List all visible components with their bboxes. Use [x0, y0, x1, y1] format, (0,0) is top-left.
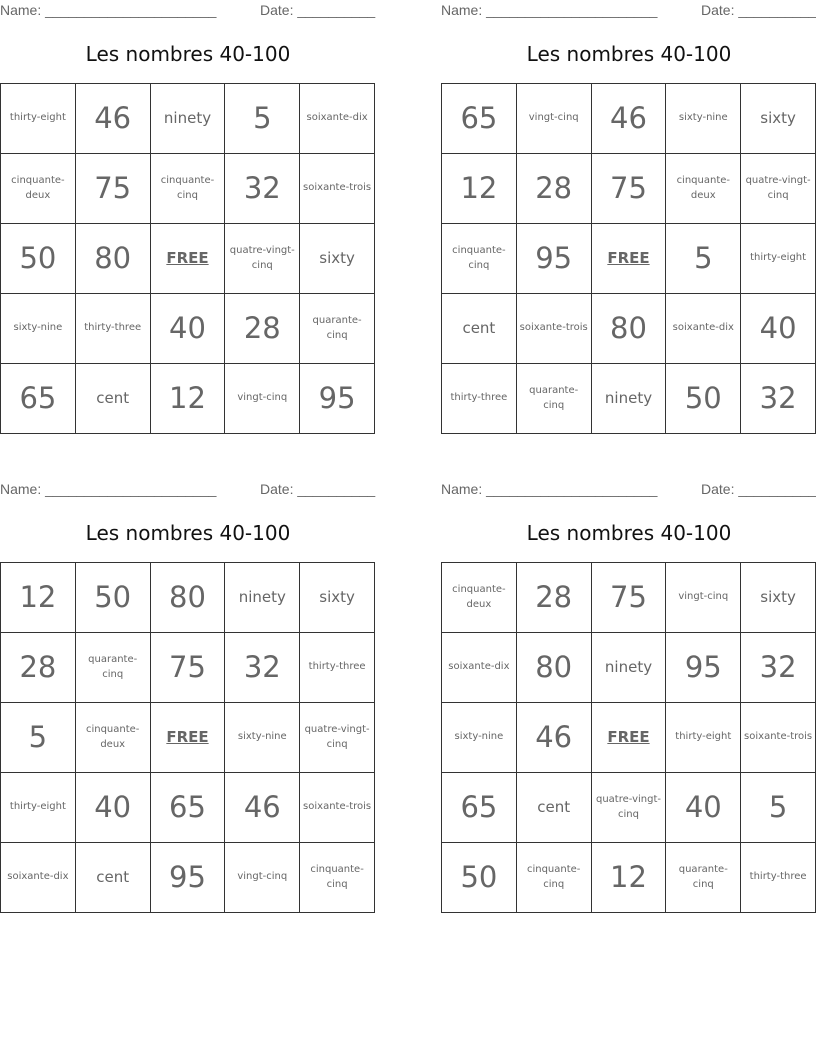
- bingo-cell[interactable]: 95: [151, 843, 226, 913]
- bingo-cell[interactable]: soixante-trois: [517, 294, 592, 364]
- bingo-cell[interactable]: cinquante-deux: [442, 563, 517, 633]
- bingo-cell[interactable]: quatre-vingt-cinq: [592, 773, 667, 843]
- bingo-cell[interactable]: 32: [741, 633, 816, 703]
- bingo-cell[interactable]: thirty-eight: [1, 84, 76, 154]
- bingo-cell[interactable]: thirty-eight: [741, 224, 816, 294]
- bingo-cell[interactable]: ninety: [592, 633, 667, 703]
- bingo-cell[interactable]: cinquante-cinq: [442, 224, 517, 294]
- bingo-cell[interactable]: quatre-vingt-cinq: [741, 154, 816, 224]
- bingo-cell[interactable]: quatre-vingt-cinq: [300, 703, 375, 773]
- bingo-cell[interactable]: ninety: [225, 563, 300, 633]
- bingo-cell[interactable]: 28: [1, 633, 76, 703]
- bingo-cell[interactable]: quarante-cinq: [666, 843, 741, 913]
- bingo-cell[interactable]: 28: [517, 563, 592, 633]
- bingo-cell[interactable]: 95: [666, 633, 741, 703]
- bingo-cell[interactable]: 46: [517, 703, 592, 773]
- bingo-cell[interactable]: cent: [517, 773, 592, 843]
- bingo-cell[interactable]: sixty: [300, 563, 375, 633]
- card-header: [0, 2, 376, 20]
- bingo-grid: [0, 562, 375, 913]
- bingo-cell[interactable]: thirty-eight: [1, 773, 76, 843]
- date-field[interactable]: Date: __________: [260, 481, 376, 497]
- bingo-cell[interactable]: soixante-dix: [300, 84, 375, 154]
- bingo-cell[interactable]: 5: [225, 84, 300, 154]
- card-title: Les nombres 40-100: [526, 521, 732, 545]
- card-title: Les nombres 40-100: [85, 521, 291, 545]
- date-field[interactable]: Date: __________: [701, 481, 816, 497]
- bingo-cell[interactable]: 50: [666, 364, 741, 434]
- bingo-cell[interactable]: quarante-cinq: [76, 633, 151, 703]
- card-title: Les nombres 40-100: [85, 42, 291, 66]
- bingo-cell[interactable]: 75: [592, 154, 667, 224]
- bingo-cell[interactable]: vingt-cinq: [666, 563, 741, 633]
- bingo-cell[interactable]: soixante-dix: [442, 633, 517, 703]
- bingo-cell[interactable]: cinquante-deux: [666, 154, 741, 224]
- name-field[interactable]: Name: ______________________: [0, 2, 217, 18]
- bingo-cell[interactable]: thirty-eight: [666, 703, 741, 773]
- bingo-cell[interactable]: 65: [151, 773, 226, 843]
- bingo-cell[interactable]: soixante-trois: [300, 773, 375, 843]
- bingo-cell[interactable]: 95: [300, 364, 375, 434]
- bingo-cell[interactable]: cinquante-deux: [76, 703, 151, 773]
- card-title: Les nombres 40-100: [526, 42, 732, 66]
- bingo-cell[interactable]: 40: [741, 294, 816, 364]
- bingo-grid: [441, 562, 816, 913]
- bingo-cell[interactable]: 40: [76, 773, 151, 843]
- bingo-cell[interactable]: sixty-nine: [225, 703, 300, 773]
- name-field[interactable]: Name: ______________________: [0, 481, 217, 497]
- bingo-cell[interactable]: 80: [151, 563, 226, 633]
- card-header: [0, 481, 376, 499]
- name-field[interactable]: Name: ______________________: [441, 2, 658, 18]
- bingo-cell[interactable]: 40: [151, 294, 226, 364]
- bingo-cell[interactable]: quatre-vingt-cinq: [225, 224, 300, 294]
- bingo-cell[interactable]: 32: [225, 633, 300, 703]
- name-field[interactable]: Name: ______________________: [441, 481, 658, 497]
- bingo-cell[interactable]: 32: [741, 364, 816, 434]
- bingo-cell[interactable]: quarante-cinq: [300, 294, 375, 364]
- bingo-cell[interactable]: 65: [442, 773, 517, 843]
- bingo-cell[interactable]: 5: [741, 773, 816, 843]
- bingo-cell[interactable]: soixante-trois: [300, 154, 375, 224]
- bingo-cell[interactable]: cinquante-cinq: [517, 843, 592, 913]
- bingo-cell[interactable]: 5: [1, 703, 76, 773]
- bingo-cell[interactable]: cinquante-deux: [1, 154, 76, 224]
- bingo-cell[interactable]: 65: [1, 364, 76, 434]
- bingo-cell[interactable]: sixty: [741, 563, 816, 633]
- card-header: [441, 481, 816, 499]
- bingo-cell[interactable]: soixante-trois: [741, 703, 816, 773]
- bingo-cell[interactable]: 46: [225, 773, 300, 843]
- bingo-cell[interactable]: thirty-three: [442, 364, 517, 434]
- bingo-cell[interactable]: 80: [76, 224, 151, 294]
- bingo-cell[interactable]: 28: [517, 154, 592, 224]
- bingo-cell[interactable]: thirty-three: [76, 294, 151, 364]
- bingo-cell[interactable]: 80: [517, 633, 592, 703]
- bingo-cell[interactable]: 50: [76, 563, 151, 633]
- bingo-cell[interactable]: ninety: [151, 84, 226, 154]
- bingo-cell[interactable]: 5: [666, 224, 741, 294]
- free-space-cell[interactable]: FREE: [592, 224, 667, 294]
- bingo-cell[interactable]: ninety: [592, 364, 667, 434]
- bingo-cell[interactable]: soixante-dix: [1, 843, 76, 913]
- bingo-cell[interactable]: 46: [592, 84, 667, 154]
- bingo-cell[interactable]: 12: [592, 843, 667, 913]
- bingo-cell[interactable]: thirty-three: [741, 843, 816, 913]
- bingo-cell[interactable]: sixty: [741, 84, 816, 154]
- bingo-cell[interactable]: sixty-nine: [666, 84, 741, 154]
- bingo-cell[interactable]: cent: [442, 294, 517, 364]
- bingo-cell[interactable]: cinquante-cinq: [151, 154, 226, 224]
- bingo-grid: [0, 83, 375, 434]
- bingo-cell[interactable]: 75: [76, 154, 151, 224]
- date-field[interactable]: Date: __________: [701, 2, 816, 18]
- bingo-cell[interactable]: cent: [76, 843, 151, 913]
- free-space-cell[interactable]: FREE: [592, 703, 667, 773]
- bingo-cell[interactable]: 50: [1, 224, 76, 294]
- bingo-cell[interactable]: 28: [225, 294, 300, 364]
- bingo-cell[interactable]: thirty-three: [300, 633, 375, 703]
- bingo-cell[interactable]: vingt-cinq: [225, 364, 300, 434]
- bingo-cell[interactable]: soixante-dix: [666, 294, 741, 364]
- bingo-cell[interactable]: 12: [1, 563, 76, 633]
- bingo-cell[interactable]: 75: [151, 633, 226, 703]
- bingo-cell[interactable]: sixty-nine: [1, 294, 76, 364]
- bingo-cell[interactable]: sixty-nine: [442, 703, 517, 773]
- bingo-cell[interactable]: sixty: [300, 224, 375, 294]
- date-field[interactable]: Date: __________: [260, 2, 376, 18]
- bingo-cell[interactable]: 40: [666, 773, 741, 843]
- bingo-grid: [441, 83, 816, 434]
- bingo-cell[interactable]: 46: [76, 84, 151, 154]
- bingo-cell[interactable]: cent: [76, 364, 151, 434]
- bingo-cell[interactable]: vingt-cinq: [517, 84, 592, 154]
- bingo-cell[interactable]: 95: [517, 224, 592, 294]
- bingo-cell[interactable]: 65: [442, 84, 517, 154]
- bingo-cell[interactable]: quarante-cinq: [517, 364, 592, 434]
- bingo-cell[interactable]: cinquante-cinq: [300, 843, 375, 913]
- bingo-cell[interactable]: 12: [151, 364, 226, 434]
- free-space-cell[interactable]: FREE: [151, 703, 226, 773]
- card-header: [441, 2, 816, 20]
- bingo-cell[interactable]: 75: [592, 563, 667, 633]
- free-space-cell[interactable]: FREE: [151, 224, 226, 294]
- bingo-cell[interactable]: vingt-cinq: [225, 843, 300, 913]
- bingo-cell[interactable]: 80: [592, 294, 667, 364]
- bingo-cell[interactable]: 12: [442, 154, 517, 224]
- bingo-cell[interactable]: 50: [442, 843, 517, 913]
- bingo-cell[interactable]: 32: [225, 154, 300, 224]
